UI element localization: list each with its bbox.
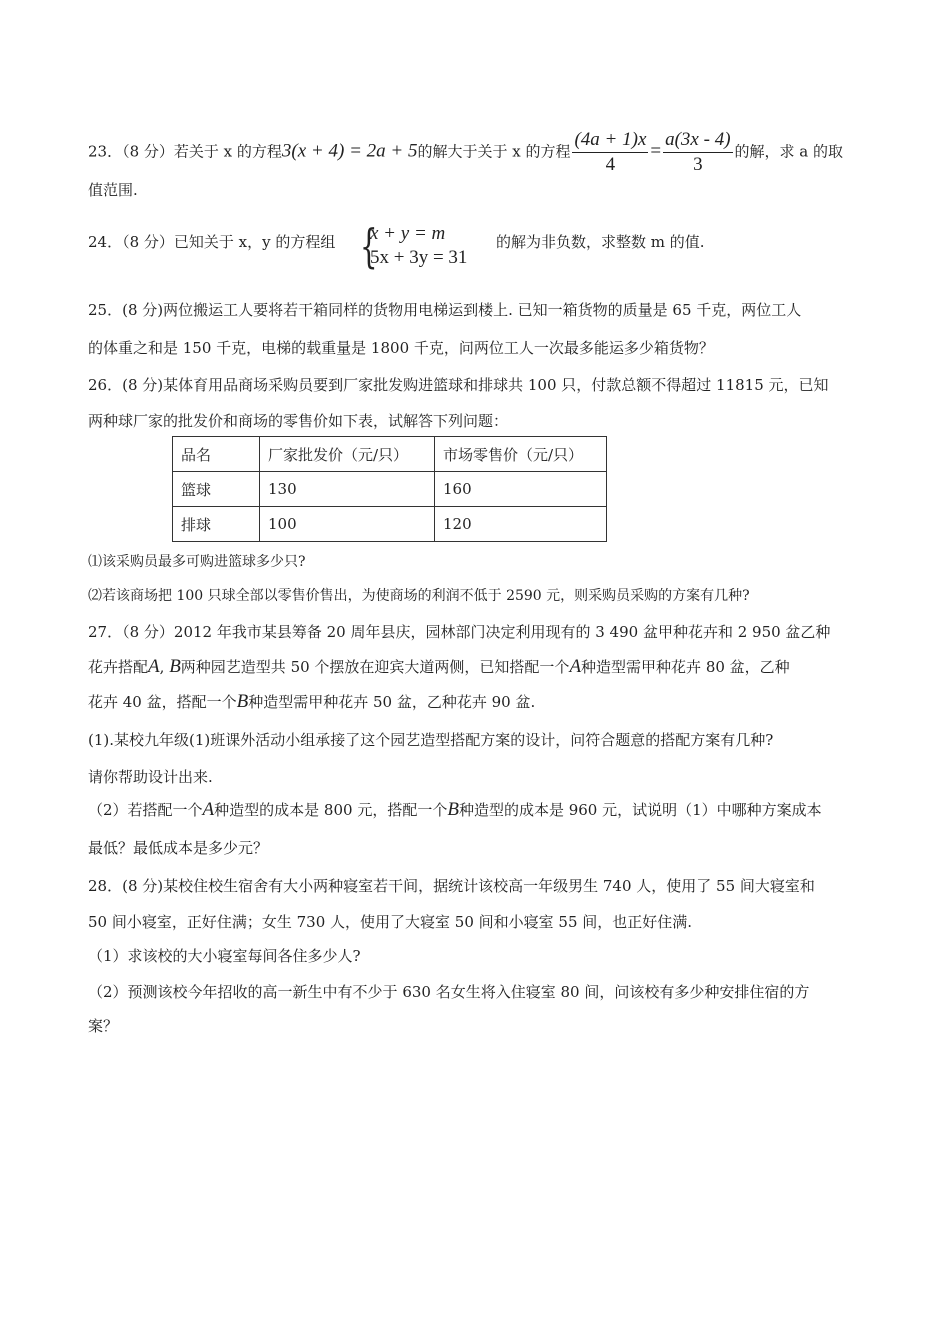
table-cell: 160 <box>435 472 607 507</box>
q23-fraction-left <box>572 128 648 177</box>
q27-sub2-c: 种造型的成本是 960 元，试说明（1）中哪种方案成本 <box>458 801 822 819</box>
q27-line3-a: 花卉 40 盆，搭配一个 <box>88 693 237 711</box>
q24-equation-system <box>360 219 470 273</box>
q28-sub2-line2: 案？ <box>88 1017 119 1035</box>
q27-sub2 <box>88 800 822 820</box>
q27-line1: 27．（8 分）2012 年我市某县筹备 20 周年县庆，园林部门决定利用现有的 3 490 盆甲种花卉和 2 950 盆乙种 <box>88 623 831 641</box>
q27-line3-b: 种造型需甲种花卉 50 盆，乙种花卉 90 盆. <box>248 693 536 711</box>
table-cell: 130 <box>260 472 435 507</box>
q27-line2-c: 种造型需甲种花卉 80 盆，乙种 <box>581 658 790 676</box>
q27-var-B: B <box>169 656 181 677</box>
table-row <box>173 472 607 507</box>
q27-sub1: (1).某校九年级(1)班课外活动小组承接了这个园艺造型搭配方案的设计，问符合题意的搭配方案有几种? <box>88 731 774 749</box>
q25-line1: 25．(8 分)两位搬运工人要将若干箱同样的货物用电梯运到楼上. 已知一箱货物的质量是 65 千克，两位工人 <box>88 301 802 319</box>
q27-sub2-b: 种造型的成本是 800 元，搭配一个 <box>214 801 448 819</box>
q23-mid: 的解大于关于 x 的方程 <box>417 142 571 161</box>
q28-line2: 50 间小寝室，正好住满；女生 730 人，使用了大寝室 50 间和小寝室 55 间，也正好住满. <box>88 913 693 931</box>
q27-var-A2: A <box>569 656 582 677</box>
q27-line2-a: 花卉搭配 <box>88 658 149 676</box>
q23-frac2-numerator: a(3x - 4) <box>663 128 732 153</box>
table-header-cell: 市场零售价（元/只） <box>435 437 607 472</box>
q27-sub2-a: （2）若搭配一个 <box>88 801 203 819</box>
q27-sub2-var-B: B <box>447 799 459 820</box>
table-header-cell: 品名 <box>173 437 260 472</box>
q23-equation: 3(x + 4) = 2a + 5 <box>281 140 418 162</box>
table-row <box>173 507 607 542</box>
q26-sub1: ⑴该采购员最多可购进篮球多少只? <box>88 554 306 570</box>
q23-suffix: 的解，求 a 的取 <box>734 142 844 161</box>
q27-sub2-line2: 最低？最低成本是多少元？ <box>88 839 269 857</box>
q25-line2: 的体重之和是 150 千克，电梯的载重量是 1800 千克，问两位工人一次最多能运多少箱货物？ <box>88 339 714 357</box>
q23-fraction-right <box>663 128 732 177</box>
q23-frac1-numerator: (4a + 1)x <box>572 128 648 153</box>
q28-line1: 28．(8 分)某校住校生宿舍有大小两种寝室若干间，据统计该校高一年级男生 740 人，使用了 55 间大寝室和 <box>88 877 815 895</box>
q26-sub2: ⑵若该商场把 100 只球全部以零售价售出，为使商场的利润不低于 2590 元，则采购员采购的方案有几种? <box>88 588 750 604</box>
q28-sub2: （2）预测该校今年招收的高一新生中有不少于 630 名女生将入住寝室 80 间，问该校有多少种安排住宿的方 <box>88 983 810 1001</box>
q27-sub1-line2: 请你帮助设计出来. <box>88 768 213 786</box>
q24-suffix: 的解为非负数，求整数 m 的值. <box>496 233 705 251</box>
q23-line1 <box>88 128 843 177</box>
q27-var-A: A <box>148 656 160 677</box>
table-cell: 排球 <box>173 507 260 542</box>
q26-line1: 26．(8 分)某体育用品商场采购员要到厂家批发购进篮球和排球共 100 只，付款总额不得超过 11815 元，已知 <box>88 376 829 394</box>
q27-sub2-var-A: A <box>202 799 215 820</box>
table-header-row <box>173 437 607 472</box>
table-cell: 篮球 <box>173 472 260 507</box>
q24-equation-2: 5x + 3y = 31 <box>370 247 468 268</box>
q27-line2-b: 两种园艺造型共 50 个摆放在迎宾大道两侧，已知搭配一个 <box>180 658 570 676</box>
q28-sub1: （1）求该校的大小寝室每间各住多少人? <box>88 947 361 965</box>
q27-line3 <box>88 692 535 712</box>
q27-line2 <box>88 657 790 677</box>
q26-line2: 两种球厂家的批发价和商场的零售价如下表，试解答下列问题： <box>88 412 509 430</box>
q27-var-B2: B <box>236 691 249 712</box>
q24-equation-1: x + y = m <box>370 223 446 244</box>
q23-frac1-denominator: 4 <box>605 154 616 175</box>
q27-comma: , <box>159 658 165 676</box>
table-cell: 100 <box>260 507 435 542</box>
table-cell: 120 <box>435 507 607 542</box>
q24-prefix: 24．（8 分）已知关于 x，y 的方程组 <box>88 233 336 251</box>
q24-brace: { <box>360 219 378 273</box>
q23-equals: = <box>650 140 662 162</box>
price-table <box>172 436 607 542</box>
q23-prefix: 23．（8 分）若关于 x 的方程 <box>88 142 282 161</box>
q23-line2: 值范围. <box>88 181 138 199</box>
table-header-cell: 厂家批发价（元/只） <box>260 437 435 472</box>
q23-frac2-denominator: 3 <box>693 154 703 175</box>
